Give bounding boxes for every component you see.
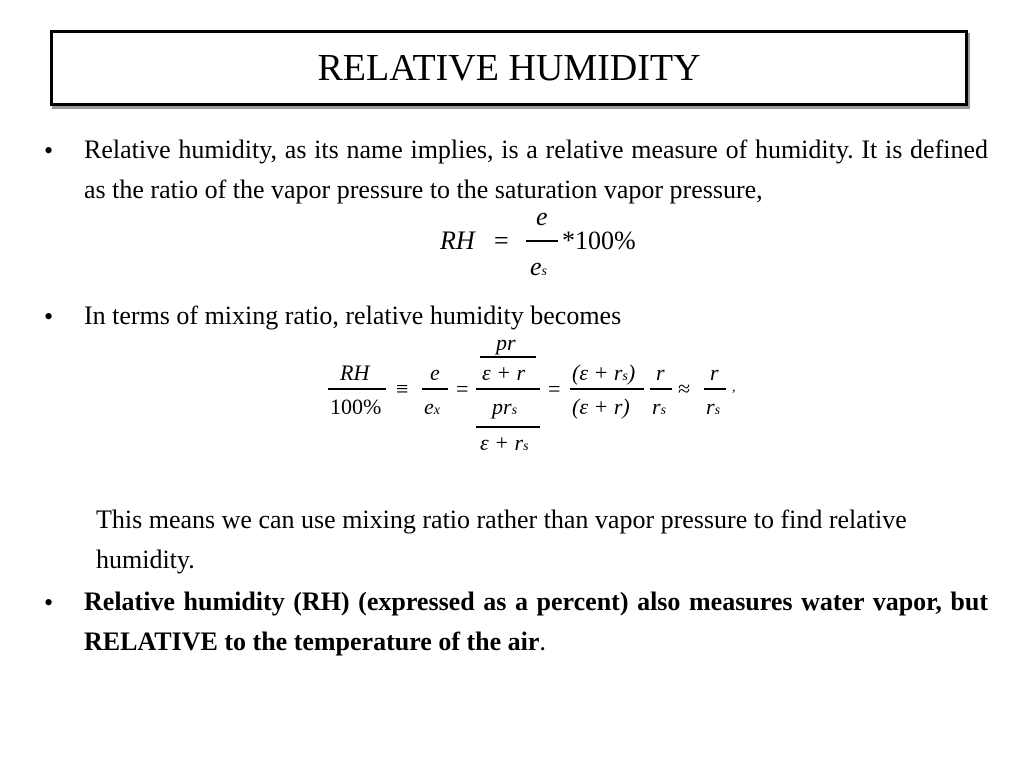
term2-bar bbox=[422, 388, 448, 390]
term4-numerator: (ε + rs) bbox=[572, 360, 636, 385]
bullet-3-text bbox=[84, 582, 988, 662]
term6-denominator: rs bbox=[706, 394, 721, 419]
rh-formula-denominator: es bbox=[530, 252, 547, 281]
term2-denominator: ex bbox=[424, 394, 440, 419]
term3-top-numerator: pr bbox=[496, 330, 516, 355]
bullet-marker-1: • bbox=[44, 136, 54, 165]
equiv-sign: ≡ bbox=[396, 376, 409, 401]
term3-bottom-numerator: prs bbox=[492, 394, 518, 419]
term4-bar bbox=[570, 388, 644, 390]
term3-top-bar bbox=[480, 356, 536, 358]
rh-formula-lhs: RH bbox=[440, 226, 475, 255]
term5-bar bbox=[650, 388, 672, 390]
slide-title-text: RELATIVE HUMIDITY bbox=[317, 47, 701, 89]
bullet-3-bold-text: Relative humidity (RH) (expressed as a percent) also measures water vapor, but RELATIVE to the temperature of the air bbox=[84, 587, 988, 656]
bullet-3-period: . bbox=[539, 627, 546, 656]
mixing-ratio-formula bbox=[320, 330, 740, 466]
term6-numerator: r bbox=[710, 360, 719, 385]
equals-1: = bbox=[456, 376, 469, 401]
bullet-1-body: Relative humidity, as its name implies, is a relative measure of humidity. It is defined as the ratio of the vapor pressure to the saturation vapor pressure, bbox=[84, 135, 988, 204]
term6-bar bbox=[704, 388, 726, 390]
term5-numerator: r bbox=[656, 360, 665, 385]
term1-numerator: RH bbox=[340, 360, 370, 385]
term5-denominator: rs bbox=[652, 394, 667, 419]
bullet-marker-2: • bbox=[44, 302, 54, 331]
bullet-1-text bbox=[84, 130, 988, 210]
term3-top-denominator: ε + r bbox=[482, 360, 526, 385]
bullet-2-body: In terms of mixing ratio, relative humidity becomes bbox=[84, 301, 622, 330]
term4-denominator: (ε + r) bbox=[572, 394, 630, 419]
term3-bottom-denominator: ε + rs bbox=[480, 430, 529, 455]
mixing-ratio-note bbox=[96, 500, 988, 580]
term1-bar bbox=[328, 388, 386, 390]
rh-formula-fraction-bar bbox=[526, 240, 558, 242]
equals-2: = bbox=[548, 376, 561, 401]
rh-formula-numerator: e bbox=[536, 202, 548, 231]
slide-title bbox=[50, 30, 968, 106]
rh-formula bbox=[440, 202, 670, 286]
rh-formula-equals: = bbox=[494, 226, 509, 255]
term3-main-bar bbox=[476, 388, 540, 390]
term2-numerator: e bbox=[430, 360, 440, 385]
bullet-marker-3: • bbox=[44, 588, 54, 617]
term1-denominator: 100% bbox=[330, 394, 382, 419]
approx-sign: ≈ bbox=[678, 376, 691, 401]
rh-formula-multiplier: *100% bbox=[562, 226, 636, 255]
term3-bottom-bar bbox=[476, 426, 540, 428]
mixing-ratio-note-text: This means we can use mixing ratio rather than vapor pressure to find relative humidity. bbox=[96, 505, 907, 574]
trailing-comma: , bbox=[732, 380, 736, 395]
